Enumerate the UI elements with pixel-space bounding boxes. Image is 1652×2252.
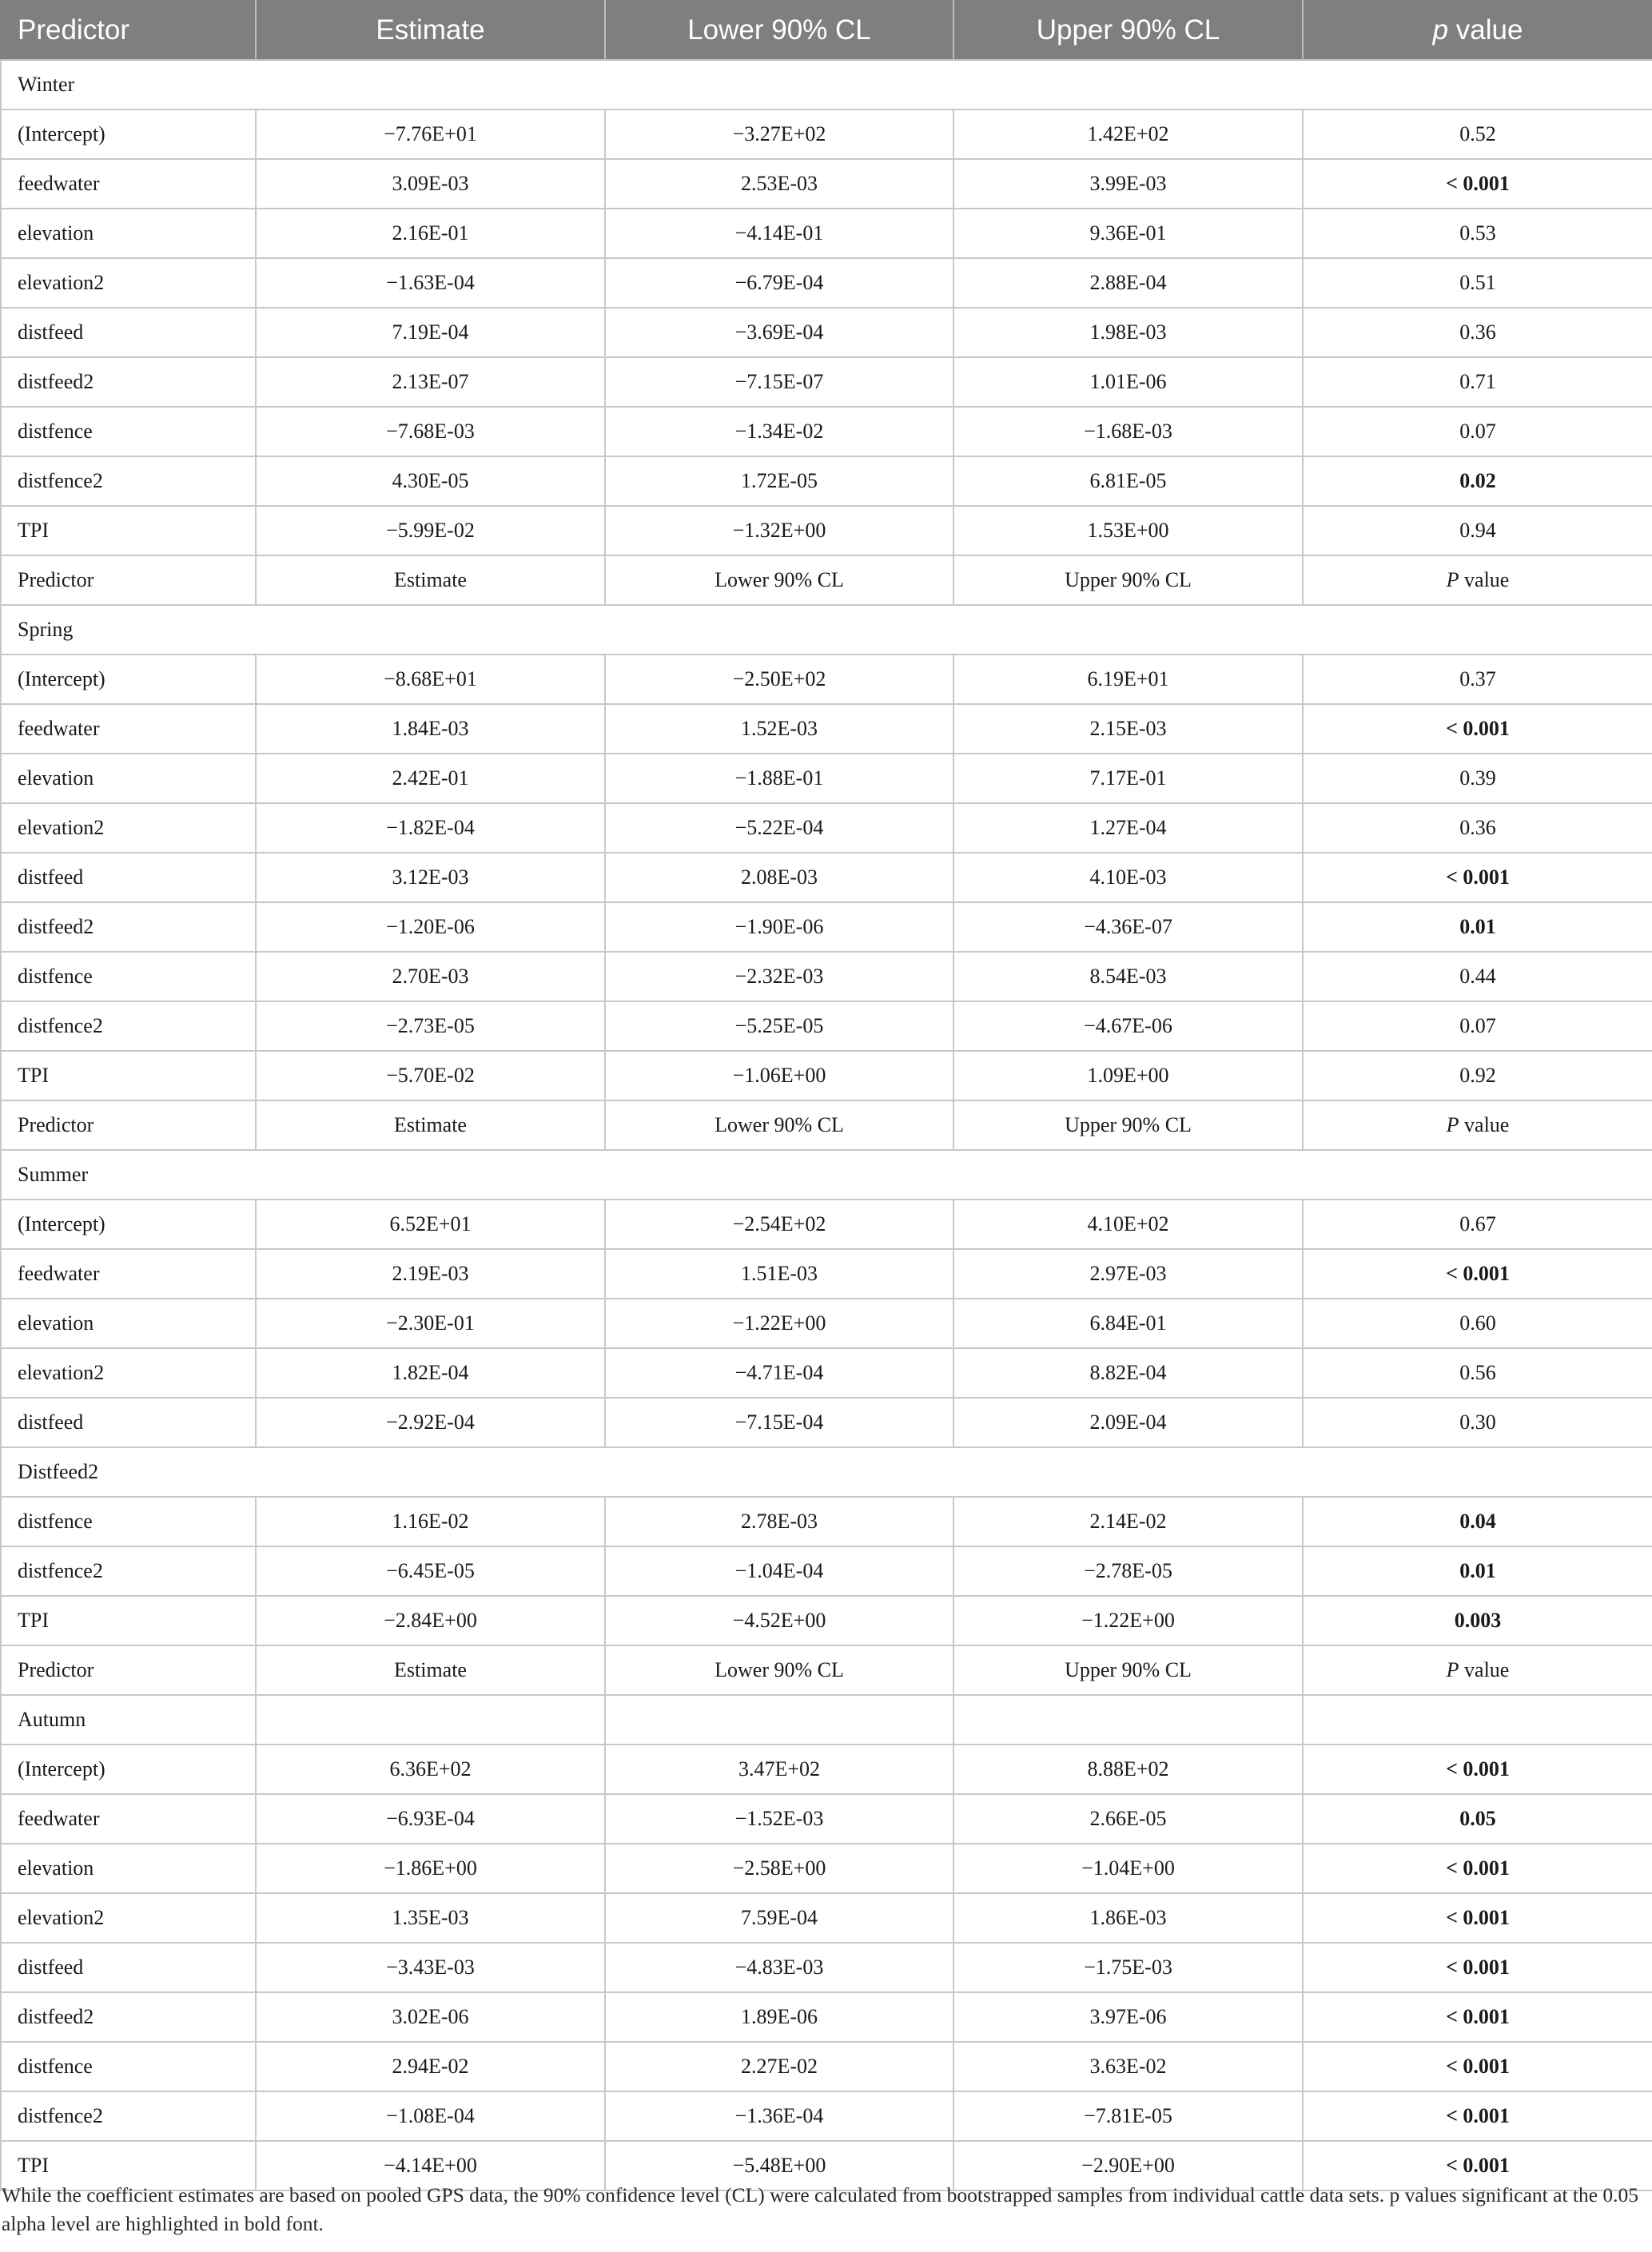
- header-estimate: Estimate: [256, 1, 605, 60]
- cell-upper-cl: 8.82E-04: [953, 1348, 1303, 1398]
- cell-p-value: 0.02: [1303, 456, 1652, 506]
- subheader-p-italic: P: [1446, 1113, 1459, 1136]
- cell-upper-cl: 6.81E-05: [953, 456, 1303, 506]
- cell-p-value: < 0.001: [1303, 1844, 1652, 1893]
- section-label: Autumn: [1, 1695, 256, 1745]
- table-row: [1, 357, 1652, 407]
- cell-lower-cl: 2.08E-03: [605, 853, 953, 902]
- cell-estimate: −6.45E-05: [256, 1546, 605, 1596]
- table-row: [1, 1051, 1652, 1100]
- table-row: [1, 308, 1652, 357]
- cell-estimate: 1.82E-04: [256, 1348, 605, 1398]
- table-row: [1, 1001, 1652, 1051]
- cell-upper-cl: 6.19E+01: [953, 655, 1303, 704]
- cell-upper-cl: 2.14E-02: [953, 1497, 1303, 1546]
- cell-p-value: 0.07: [1303, 407, 1652, 456]
- cell-predictor: TPI: [1, 506, 256, 555]
- cell-lower-cl: −5.22E-04: [605, 803, 953, 853]
- section-row: [1, 1695, 1652, 1745]
- cell-estimate: 1.35E-03: [256, 1893, 605, 1943]
- cell-upper-cl: −7.81E-05: [953, 2091, 1303, 2141]
- cell-upper-cl: −4.36E-07: [953, 902, 1303, 952]
- cell-predictor: TPI: [1, 1596, 256, 1645]
- table-row: [1, 1348, 1652, 1398]
- cell-predictor: elevation2: [1, 258, 256, 308]
- cell-estimate: 3.12E-03: [256, 853, 605, 902]
- cell-predictor: elevation2: [1, 1893, 256, 1943]
- header-row: [1, 1, 1652, 60]
- table-row: [1, 1794, 1652, 1844]
- cell-p-value: 0.30: [1303, 1398, 1652, 1447]
- cell-lower-cl: 3.47E+02: [605, 1745, 953, 1794]
- cell-p-value: 0.36: [1303, 308, 1652, 357]
- cell-p-value: < 0.001: [1303, 1745, 1652, 1794]
- cell-estimate: 6.52E+01: [256, 1200, 605, 1249]
- table-body: [1, 60, 1652, 2190]
- subheader-predictor: Predictor: [1, 1645, 256, 1695]
- cell-lower-cl: −3.27E+02: [605, 109, 953, 159]
- cell-lower-cl: −3.69E-04: [605, 308, 953, 357]
- cell-p-value: 0.60: [1303, 1299, 1652, 1348]
- cell-lower-cl: −1.90E-06: [605, 902, 953, 952]
- cell-lower-cl: −5.48E+00: [605, 2141, 953, 2190]
- subheader-predictor: Predictor: [1, 555, 256, 605]
- cell-predictor: feedwater: [1, 1794, 256, 1844]
- table-row: [1, 853, 1652, 902]
- table-row: [1, 456, 1652, 506]
- subheader-upper-cl: Upper 90% CL: [953, 1100, 1303, 1150]
- subheader-lower-cl: Lower 90% CL: [605, 1645, 953, 1695]
- cell-upper-cl: 1.27E-04: [953, 803, 1303, 853]
- cell-upper-cl: 3.63E-02: [953, 2042, 1303, 2091]
- cell-upper-cl: −1.22E+00: [953, 1596, 1303, 1645]
- cell-p-value: < 0.001: [1303, 1943, 1652, 1992]
- cell-p-value: < 0.001: [1303, 2042, 1652, 2091]
- cell-lower-cl: 2.78E-03: [605, 1497, 953, 1546]
- subheader-p-value: [1303, 1645, 1652, 1695]
- cell-upper-cl: 1.01E-06: [953, 357, 1303, 407]
- subheader-upper-cl: Upper 90% CL: [953, 555, 1303, 605]
- section-row: [1, 1447, 1652, 1497]
- cell-upper-cl: 7.17E-01: [953, 754, 1303, 803]
- empty-cell: [605, 1695, 953, 1745]
- cell-estimate: −8.68E+01: [256, 655, 605, 704]
- cell-lower-cl: 2.27E-02: [605, 2042, 953, 2091]
- table-row: [1, 1992, 1652, 2042]
- cell-lower-cl: −1.36E-04: [605, 2091, 953, 2141]
- cell-p-value: < 0.001: [1303, 1893, 1652, 1943]
- cell-upper-cl: 3.99E-03: [953, 159, 1303, 209]
- cell-lower-cl: 1.72E-05: [605, 456, 953, 506]
- cell-p-value: 0.94: [1303, 506, 1652, 555]
- repeated-header-row: [1, 555, 1652, 605]
- cell-estimate: 3.02E-06: [256, 1992, 605, 2042]
- cell-lower-cl: 1.89E-06: [605, 1992, 953, 2042]
- cell-predictor: distfeed: [1, 308, 256, 357]
- cell-predictor: distfence: [1, 952, 256, 1001]
- cell-p-value: < 0.001: [1303, 1249, 1652, 1299]
- cell-lower-cl: −4.52E+00: [605, 1596, 953, 1645]
- cell-p-value: 0.71: [1303, 357, 1652, 407]
- cell-p-value: 0.52: [1303, 109, 1652, 159]
- cell-upper-cl: −4.67E-06: [953, 1001, 1303, 1051]
- subheader-estimate: Estimate: [256, 1645, 605, 1695]
- cell-predictor: (Intercept): [1, 1200, 256, 1249]
- table-row: [1, 1546, 1652, 1596]
- table-row: [1, 159, 1652, 209]
- section-label: Winter: [1, 60, 1652, 109]
- cell-predictor: (Intercept): [1, 655, 256, 704]
- header-upper-cl: Upper 90% CL: [953, 1, 1303, 60]
- cell-p-value: 0.44: [1303, 952, 1652, 1001]
- header-p-value: [1303, 1, 1652, 60]
- table-row: [1, 2042, 1652, 2091]
- repeated-header-row: [1, 1100, 1652, 1150]
- cell-upper-cl: 4.10E-03: [953, 853, 1303, 902]
- cell-p-value: 0.92: [1303, 1051, 1652, 1100]
- section-row: [1, 605, 1652, 655]
- cell-estimate: −1.08E-04: [256, 2091, 605, 2141]
- cell-estimate: 1.84E-03: [256, 704, 605, 754]
- cell-estimate: 4.30E-05: [256, 456, 605, 506]
- cell-p-value: 0.39: [1303, 754, 1652, 803]
- cell-p-value: 0.05: [1303, 1794, 1652, 1844]
- cell-p-value: < 0.001: [1303, 2091, 1652, 2141]
- table-footnote: While the coefficient estimates are based on pooled GPS data, the 90% confidence level (CL) were calculated from bootstrapped samples from individual cattle data sets. p values significant at the 0.05 alpha level are highlighted in bold font.: [2, 2183, 1639, 2235]
- subheader-predictor: Predictor: [1, 1100, 256, 1150]
- cell-lower-cl: −1.22E+00: [605, 1299, 953, 1348]
- cell-lower-cl: −1.04E-04: [605, 1546, 953, 1596]
- cell-upper-cl: 1.42E+02: [953, 109, 1303, 159]
- table-row: [1, 1596, 1652, 1645]
- cell-predictor: distfence2: [1, 2091, 256, 2141]
- subheader-p-value: [1303, 555, 1652, 605]
- cell-p-value: 0.37: [1303, 655, 1652, 704]
- cell-estimate: −1.63E-04: [256, 258, 605, 308]
- cell-predictor: elevation: [1, 754, 256, 803]
- header-p-italic: p: [1432, 14, 1449, 46]
- cell-estimate: −1.82E-04: [256, 803, 605, 853]
- subheader-lower-cl: Lower 90% CL: [605, 555, 953, 605]
- cell-predictor: TPI: [1, 2141, 256, 2190]
- cell-upper-cl: 2.97E-03: [953, 1249, 1303, 1299]
- cell-predictor: elevation: [1, 209, 256, 258]
- cell-upper-cl: 8.88E+02: [953, 1745, 1303, 1794]
- cell-predictor: elevation: [1, 1844, 256, 1893]
- cell-upper-cl: 9.36E-01: [953, 209, 1303, 258]
- empty-cell: [256, 1695, 605, 1745]
- cell-predictor: distfeed2: [1, 1992, 256, 2042]
- cell-upper-cl: 4.10E+02: [953, 1200, 1303, 1249]
- cell-predictor: distfeed: [1, 1943, 256, 1992]
- subheader-upper-cl: Upper 90% CL: [953, 1645, 1303, 1695]
- cell-predictor: elevation: [1, 1299, 256, 1348]
- cell-upper-cl: 3.97E-06: [953, 1992, 1303, 2042]
- table-row: [1, 1745, 1652, 1794]
- cell-predictor: distfence: [1, 2042, 256, 2091]
- cell-upper-cl: −1.75E-03: [953, 1943, 1303, 1992]
- subheader-p-italic: P: [1446, 1658, 1459, 1681]
- subheader-estimate: Estimate: [256, 555, 605, 605]
- cell-predictor: (Intercept): [1, 109, 256, 159]
- cell-predictor: feedwater: [1, 1249, 256, 1299]
- table-row: [1, 1249, 1652, 1299]
- cell-estimate: −2.92E-04: [256, 1398, 605, 1447]
- table-header: [1, 1, 1652, 60]
- cell-estimate: 2.42E-01: [256, 754, 605, 803]
- cell-lower-cl: −1.52E-03: [605, 1794, 953, 1844]
- cell-lower-cl: −4.83E-03: [605, 1943, 953, 1992]
- cell-predictor: distfence: [1, 1497, 256, 1546]
- subheader-p-value: [1303, 1100, 1652, 1150]
- cell-estimate: 2.94E-02: [256, 2042, 605, 2091]
- cell-p-value: 0.51: [1303, 258, 1652, 308]
- table-row: [1, 1893, 1652, 1943]
- table-row: [1, 1398, 1652, 1447]
- repeated-header-row: [1, 1645, 1652, 1695]
- cell-upper-cl: 1.86E-03: [953, 1893, 1303, 1943]
- table-row: [1, 803, 1652, 853]
- header-lower-cl: Lower 90% CL: [605, 1, 953, 60]
- section-label: Distfeed2: [1, 1447, 1652, 1497]
- cell-p-value: < 0.001: [1303, 1992, 1652, 2042]
- cell-predictor: feedwater: [1, 704, 256, 754]
- cell-estimate: −1.20E-06: [256, 902, 605, 952]
- table-row: [1, 754, 1652, 803]
- cell-p-value: 0.53: [1303, 209, 1652, 258]
- table-row: [1, 655, 1652, 704]
- cell-estimate: −7.68E-03: [256, 407, 605, 456]
- cell-lower-cl: 1.52E-03: [605, 704, 953, 754]
- subheader-p-italic: P: [1446, 568, 1459, 591]
- cell-lower-cl: −1.06E+00: [605, 1051, 953, 1100]
- subheader-estimate: Estimate: [256, 1100, 605, 1150]
- table-row: [1, 902, 1652, 952]
- subheader-lower-cl: Lower 90% CL: [605, 1100, 953, 1150]
- subheader-p-rest: value: [1459, 568, 1510, 591]
- cell-predictor: elevation2: [1, 1348, 256, 1398]
- cell-predictor: (Intercept): [1, 1745, 256, 1794]
- cell-lower-cl: −2.50E+02: [605, 655, 953, 704]
- cell-p-value: 0.36: [1303, 803, 1652, 853]
- empty-cell: [953, 1695, 1303, 1745]
- section-label: Summer: [1, 1150, 1652, 1200]
- cell-upper-cl: 1.98E-03: [953, 308, 1303, 357]
- header-predictor: Predictor: [1, 1, 256, 60]
- cell-p-value: 0.01: [1303, 1546, 1652, 1596]
- cell-estimate: 2.70E-03: [256, 952, 605, 1001]
- cell-estimate: −2.73E-05: [256, 1001, 605, 1051]
- section-row: [1, 1150, 1652, 1200]
- table-row: [1, 1299, 1652, 1348]
- table-row: [1, 1943, 1652, 1992]
- cell-estimate: −7.76E+01: [256, 109, 605, 159]
- cell-upper-cl: 2.88E-04: [953, 258, 1303, 308]
- cell-lower-cl: −7.15E-07: [605, 357, 953, 407]
- cell-p-value: < 0.001: [1303, 853, 1652, 902]
- cell-lower-cl: −4.14E-01: [605, 209, 953, 258]
- cell-upper-cl: 1.53E+00: [953, 506, 1303, 555]
- cell-p-value: 0.003: [1303, 1596, 1652, 1645]
- cell-predictor: distfeed: [1, 853, 256, 902]
- cell-p-value: 0.01: [1303, 902, 1652, 952]
- cell-upper-cl: 8.54E-03: [953, 952, 1303, 1001]
- table-row: [1, 952, 1652, 1001]
- cell-lower-cl: −7.15E-04: [605, 1398, 953, 1447]
- cell-upper-cl: −1.68E-03: [953, 407, 1303, 456]
- cell-estimate: −2.84E+00: [256, 1596, 605, 1645]
- cell-lower-cl: −4.71E-04: [605, 1348, 953, 1398]
- cell-estimate: −5.99E-02: [256, 506, 605, 555]
- cell-lower-cl: 2.53E-03: [605, 159, 953, 209]
- cell-estimate: −5.70E-02: [256, 1051, 605, 1100]
- cell-lower-cl: −1.34E-02: [605, 407, 953, 456]
- cell-lower-cl: −1.88E-01: [605, 754, 953, 803]
- cell-predictor: distfeed: [1, 1398, 256, 1447]
- cell-estimate: 1.16E-02: [256, 1497, 605, 1546]
- subheader-p-rest: value: [1459, 1658, 1510, 1681]
- cell-upper-cl: 2.15E-03: [953, 704, 1303, 754]
- cell-estimate: 2.19E-03: [256, 1249, 605, 1299]
- table-row: [1, 2091, 1652, 2141]
- table-row: [1, 1844, 1652, 1893]
- cell-predictor: distfeed2: [1, 902, 256, 952]
- cell-predictor: TPI: [1, 1051, 256, 1100]
- cell-p-value: < 0.001: [1303, 704, 1652, 754]
- cell-estimate: −2.30E-01: [256, 1299, 605, 1348]
- table-row: [1, 209, 1652, 258]
- cell-p-value: 0.07: [1303, 1001, 1652, 1051]
- cell-p-value: 0.67: [1303, 1200, 1652, 1249]
- table-row: [1, 1200, 1652, 1249]
- empty-cell: [1303, 1695, 1652, 1745]
- table-row: [1, 258, 1652, 308]
- cell-estimate: 6.36E+02: [256, 1745, 605, 1794]
- header-p-rest: value: [1448, 14, 1523, 46]
- cell-estimate: 3.09E-03: [256, 159, 605, 209]
- cell-p-value: 0.56: [1303, 1348, 1652, 1398]
- table-row: [1, 704, 1652, 754]
- cell-estimate: −4.14E+00: [256, 2141, 605, 2190]
- cell-lower-cl: 1.51E-03: [605, 1249, 953, 1299]
- table-row: [1, 1497, 1652, 1546]
- section-row: [1, 60, 1652, 109]
- cell-predictor: distfence2: [1, 1001, 256, 1051]
- cell-lower-cl: −2.54E+02: [605, 1200, 953, 1249]
- cell-estimate: 2.16E-01: [256, 209, 605, 258]
- cell-upper-cl: 1.09E+00: [953, 1051, 1303, 1100]
- subheader-p-rest: value: [1459, 1113, 1510, 1136]
- cell-estimate: −3.43E-03: [256, 1943, 605, 1992]
- cell-estimate: 2.13E-07: [256, 357, 605, 407]
- cell-upper-cl: −2.90E+00: [953, 2141, 1303, 2190]
- cell-estimate: −6.93E-04: [256, 1794, 605, 1844]
- cell-p-value: < 0.001: [1303, 159, 1652, 209]
- cell-upper-cl: 2.09E-04: [953, 1398, 1303, 1447]
- cell-estimate: −1.86E+00: [256, 1844, 605, 1893]
- cell-p-value: < 0.001: [1303, 2141, 1652, 2190]
- cell-lower-cl: −2.32E-03: [605, 952, 953, 1001]
- cell-lower-cl: −2.58E+00: [605, 1844, 953, 1893]
- cell-lower-cl: 7.59E-04: [605, 1893, 953, 1943]
- table-row: [1, 407, 1652, 456]
- cell-predictor: feedwater: [1, 159, 256, 209]
- cell-predictor: elevation2: [1, 803, 256, 853]
- cell-upper-cl: 2.66E-05: [953, 1794, 1303, 1844]
- cell-upper-cl: 6.84E-01: [953, 1299, 1303, 1348]
- cell-lower-cl: −6.79E-04: [605, 258, 953, 308]
- table-row: [1, 506, 1652, 555]
- cell-lower-cl: −1.32E+00: [605, 506, 953, 555]
- cell-lower-cl: −5.25E-05: [605, 1001, 953, 1051]
- cell-predictor: distfence2: [1, 456, 256, 506]
- cell-p-value: 0.04: [1303, 1497, 1652, 1546]
- table-row: [1, 109, 1652, 159]
- cell-upper-cl: −1.04E+00: [953, 1844, 1303, 1893]
- section-label: Spring: [1, 605, 1652, 655]
- cell-predictor: distfence2: [1, 1546, 256, 1596]
- cell-upper-cl: −2.78E-05: [953, 1546, 1303, 1596]
- cell-predictor: distfeed2: [1, 357, 256, 407]
- cell-predictor: distfence: [1, 407, 256, 456]
- cell-estimate: 7.19E-04: [256, 308, 605, 357]
